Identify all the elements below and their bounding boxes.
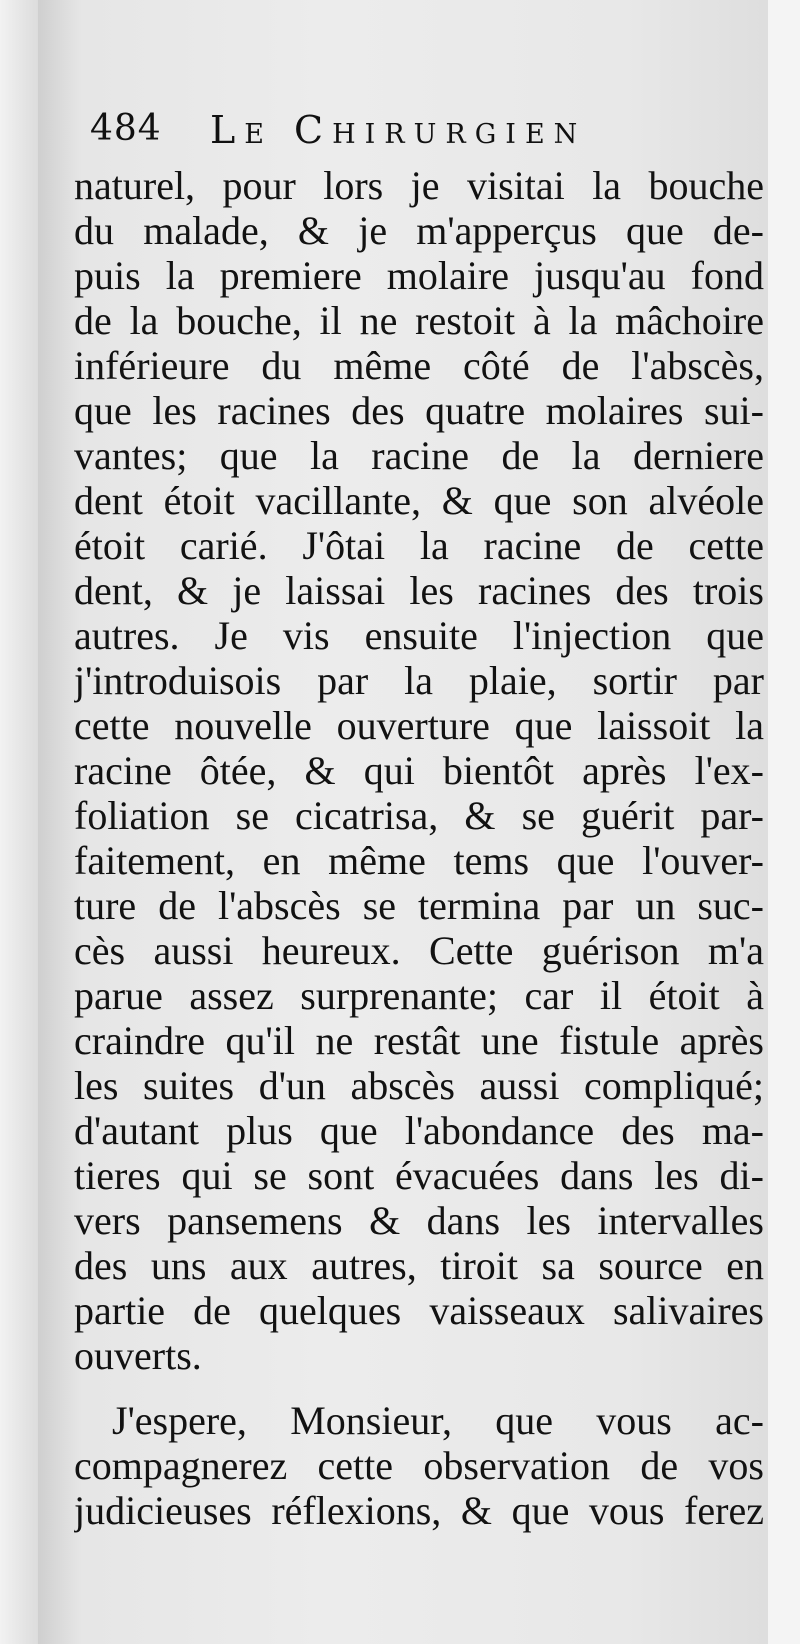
paragraph-2 <box>74 1398 764 1533</box>
text-line: dent, & je laissai les racines des trois <box>74 568 764 613</box>
paragraph-1 <box>74 163 764 1378</box>
text-line: naturel, pour lors je visitai la bouche <box>74 163 764 208</box>
paragraph-gap <box>74 1378 764 1398</box>
text-line: étoit carié. J'ôtai la racine de cette <box>74 523 764 568</box>
text-line: compagnerez cette observation de vos <box>74 1443 764 1488</box>
text-line: foliation se cicatrisa, & se guérit par- <box>74 793 764 838</box>
text-line: judicieuses réflexions, & que vous ferez <box>74 1488 764 1533</box>
text-line: parue assez surprenante; car il étoit à <box>74 973 764 1018</box>
text-line: inférieure du même côté de l'abscès, <box>74 343 764 388</box>
text-line: ouverts. <box>74 1333 202 1378</box>
page-number: 484 <box>90 108 162 149</box>
text-line: vantes; que la racine de la derniere <box>74 433 764 478</box>
text-line: vers pansemens & dans les intervalles <box>74 1198 764 1243</box>
text-line: J'espere, Monsieur, que vous ac- <box>112 1398 764 1443</box>
text-line: du malade, & je m'apperçus que de- <box>74 208 764 253</box>
text-line: craindre qu'il ne restât une fistule après <box>74 1018 764 1063</box>
scan-left-margin <box>0 0 38 1644</box>
text-line: des uns aux autres, tiroit sa source en <box>74 1243 764 1288</box>
text-line: autres. Je vis ensuite l'injection que <box>74 613 764 658</box>
text-line: que les racines des quatre molaires sui- <box>74 388 764 433</box>
text-line: cès aussi heureux. Cette guérison m'a <box>74 928 764 973</box>
page-header <box>90 108 710 160</box>
text-line: partie de quelques vaisseaux salivaires <box>74 1288 764 1333</box>
body-text <box>74 163 764 1533</box>
text-line: d'autant plus que l'abondance des ma- <box>74 1108 764 1153</box>
text-line: racine ôtée, & qui bientôt après l'ex- <box>74 748 764 793</box>
text-line: les suites d'un abscès aussi compliqué; <box>74 1063 764 1108</box>
text-line: faitement, en même tems que l'ouver- <box>74 838 764 883</box>
text-line: tieres qui se sont évacuées dans les di- <box>74 1153 764 1198</box>
text-line: j'introduisois par la plaie, sortir par <box>74 658 764 703</box>
text-line: cette nouvelle ouverture que laissoit la <box>74 703 764 748</box>
text-line: de la bouche, il ne restoit à la mâchoire <box>74 298 764 343</box>
scan-right-margin <box>768 0 800 1644</box>
running-title: Le Chirurgien <box>210 108 587 152</box>
text-line: puis la premiere molaire jusqu'au fond <box>74 253 764 298</box>
text-line: dent étoit vacillante, & que son alvéole <box>74 478 764 523</box>
text-line: ture de l'abscès se termina par un suc- <box>74 883 764 928</box>
